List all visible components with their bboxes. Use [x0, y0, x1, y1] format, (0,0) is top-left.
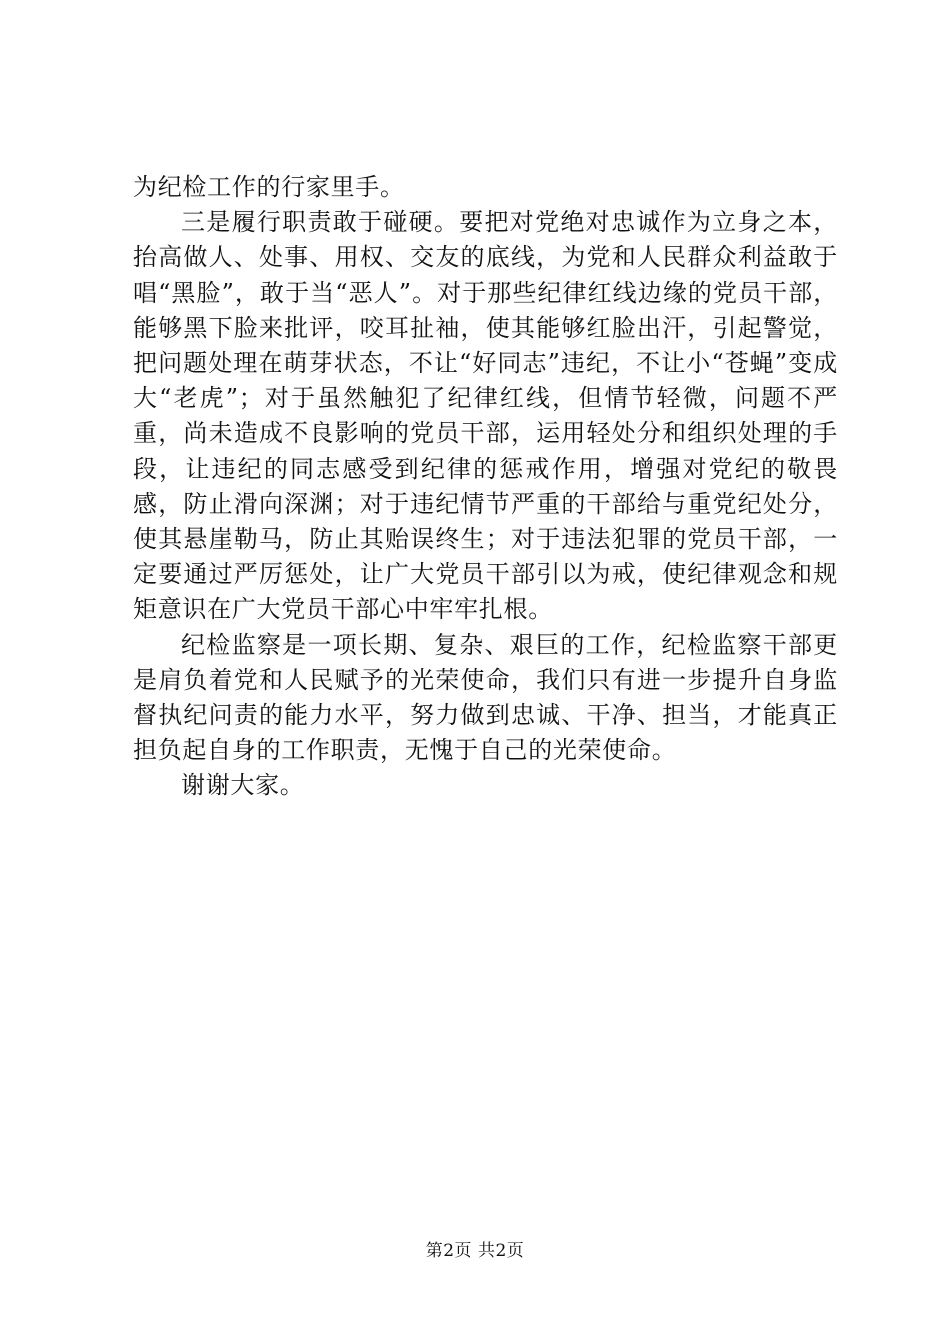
page-number-footer: 第2页 共2页 [425, 1241, 525, 1261]
paragraph-continuation: 为纪检工作的行家里手。 [133, 173, 405, 201]
paragraph-mission: 纪检监察是一项长期、复杂、艰巨的工作，纪检监察干部更是肩负着党和人民赋予的光荣使命，我们只有进一步提升自身监督执纪问责的能力水平，努力做到忠诚、干净、担当，才能真正担负起自身的工作职责，无愧于自己的光荣使命。 [133, 630, 838, 765]
document-body [133, 170, 838, 804]
paragraph-thanks: 谢谢大家。 [181, 771, 305, 800]
paragraph-duty: 三是履行职责敢于碰硬。要把对党绝对忠诚作为立身之本，抬高做人、处事、用权、交友的底线，为党和人民群众利益敢于唱“黑脸”，敢于当“恶人”。对于那些纪律红线边缘的党员干部，能够黑下脸来批评，咬耳扯袖，使其能够红脸出汗，引起警觉，把问题处理在萌芽状态，不让“好同志”违纪，不让小“苍蝇”变成大“老虎”；对于虽然触犯了纪律红线，但情节轻微，问题不严重，尚未造成不良影响的党员干部，运用轻处分和组织处理的手段，让违纪的同志感受到纪律的惩戒作用，增强对党纪的敬畏感，防止滑向深渊；对于违纪情节严重的干部给与重党纪处分，使其悬崖勒马，防止其贻误终生；对于违法犯罪的党员干部，一定要通过严厉惩处，让广大党员干部引以为戒，使纪律观念和规矩意识在广大党员干部心中牢牢扎根。 [133, 208, 838, 624]
